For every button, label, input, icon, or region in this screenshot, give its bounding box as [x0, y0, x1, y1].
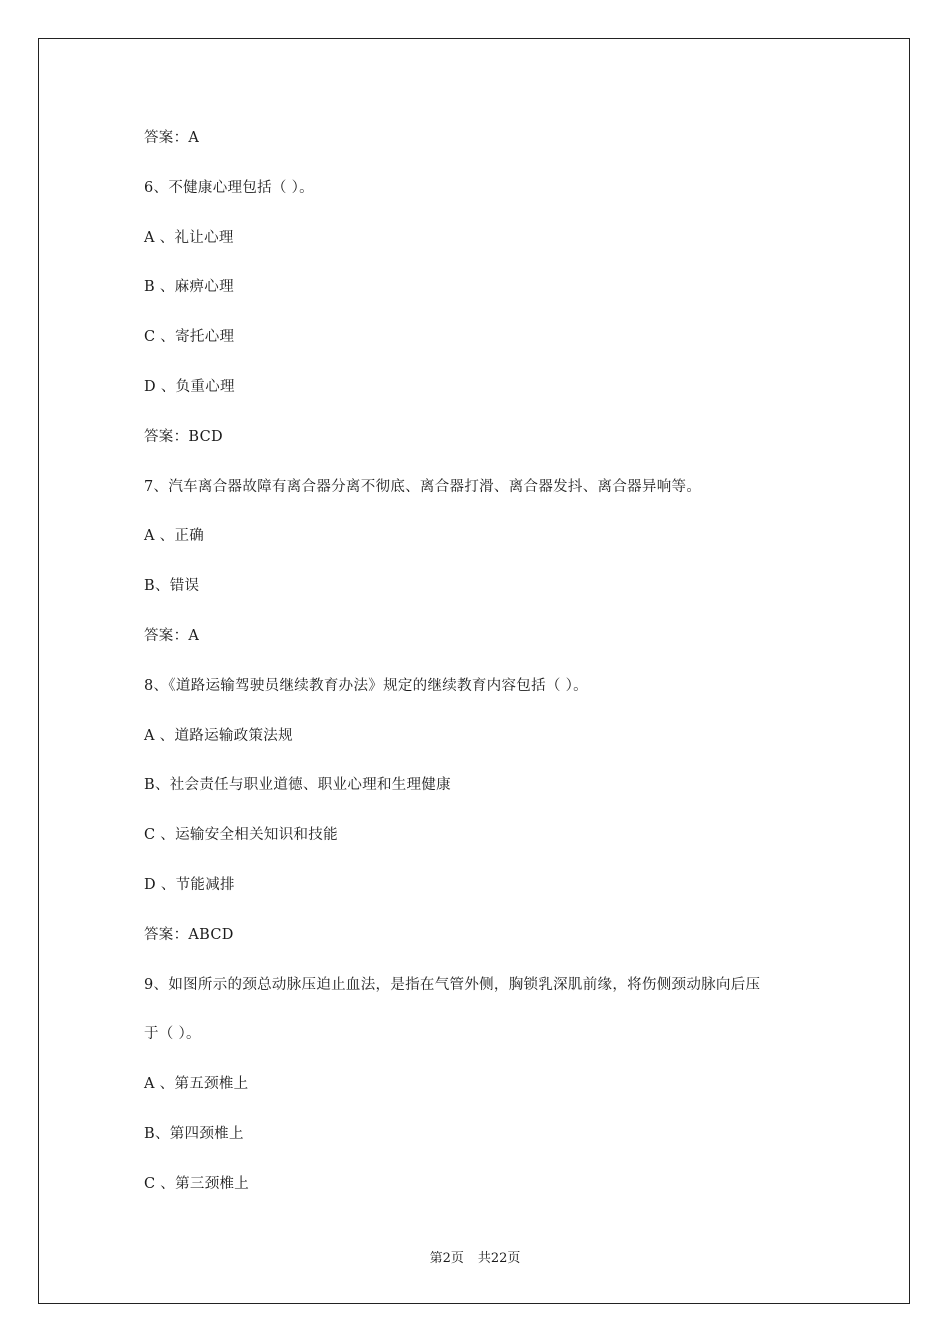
answer-q5: 答案：A — [144, 130, 200, 146]
question-9-line2: 于（ ）。 — [144, 1026, 201, 1043]
option-q6-c: C 、寄托心理 — [144, 329, 235, 346]
answer-q6: 答案：BCD — [144, 428, 223, 445]
option-q9-c: C 、第三颈椎上 — [144, 1175, 250, 1192]
option-q6-a: A 、礼让心理 — [144, 229, 234, 246]
option-q8-d: D 、节能减排 — [144, 876, 235, 893]
question-8: 8、《道路运输驾驶员继续教育办法》规定的继续教育内容包括（ ）。 — [144, 677, 588, 694]
question-7: 7、汽车离合器故障有离合器分离不彻底、离合器打滑、离合器发抖、离合器异响等。 — [144, 478, 702, 495]
option-q6-b: B 、麻痹心理 — [144, 279, 234, 296]
answer-q8: 答案：ABCD — [144, 926, 234, 943]
option-q8-b: B、社会责任与职业道德、职业心理和生理健康 — [144, 777, 451, 794]
option-q6-d: D 、负重心理 — [144, 378, 235, 395]
option-q8-c: C 、运输安全相关知识和技能 — [144, 827, 338, 844]
page-number: 第2页 — [429, 1251, 464, 1266]
page-footer — [0, 1247, 950, 1266]
option-q9-b: B、第四颈椎上 — [144, 1125, 244, 1142]
answer-q7: 答案：A — [144, 627, 200, 644]
question-6: 6、不健康心理包括（ ）。 — [144, 179, 314, 196]
option-q8-a: A 、道路运输政策法规 — [144, 727, 293, 744]
option-q9-a: A 、第五颈椎上 — [144, 1076, 249, 1093]
question-9-line1: 9、如图所示的颈总动脉压迫止血法，是指在气管外侧，胸锁乳深肌前缘，将伤侧颈动脉向后压 — [144, 976, 761, 993]
page-total: 共22页 — [477, 1251, 521, 1266]
option-q7-a: A 、正确 — [144, 528, 205, 545]
document-body — [144, 128, 824, 1224]
option-q7-b: B、错误 — [144, 578, 200, 595]
